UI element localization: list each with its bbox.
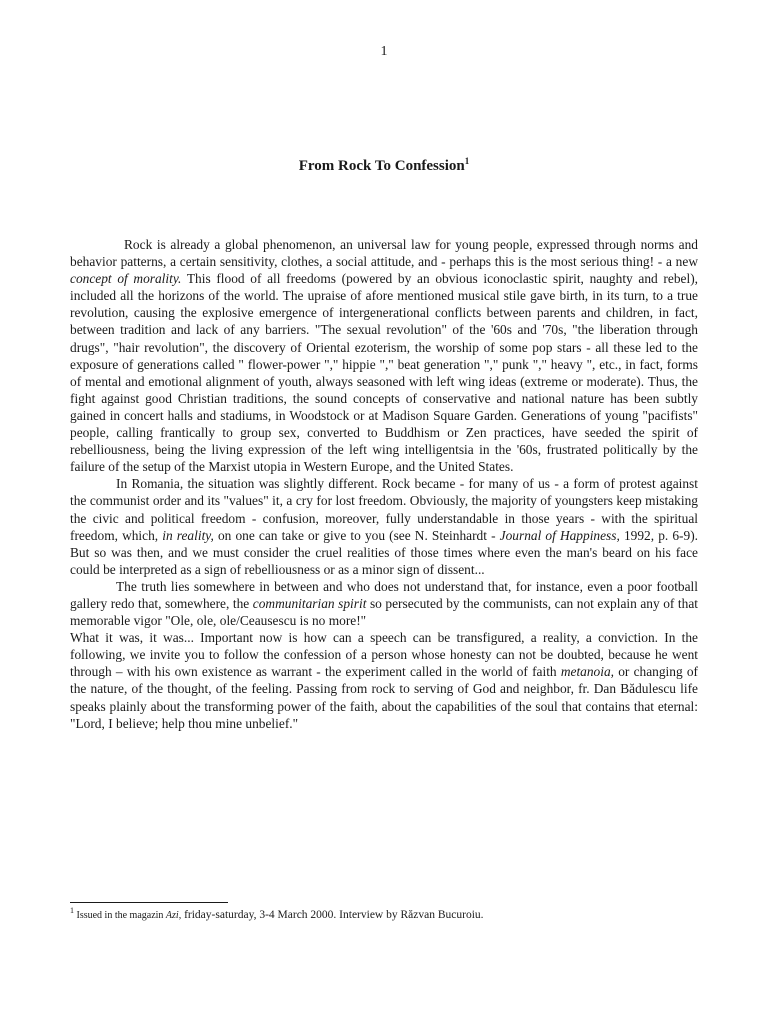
- paragraph-3-text-c: so persecuted by the communists, can not explain any of that memorable vigor "Ole, ole, ole/Ceausescu is no more!": [70, 595, 698, 629]
- paragraph-1: [70, 236, 698, 475]
- paragraph-1-text-c: This flood of all freedoms (powered by an obvious iconoclastic spirit, naughty and rebel), included all the horizons of the world. The upraise of afore mentioned musical stile gave birth, in its turn, to a true revolution, causing the explosive emergence of intergenerational conflicts between parents and children, in fact, between tradition and lack of any barriers. "The sexual revolution" of the '60s and '70s, "the liberation through drugs", "hair revolution", the discovery of Oriental ezoterism, the worship of some pop stars - all these led to the exposure of generations called " flower-power "," hippie "," beat generation "," punk "," heavy ", etc., in fact, forms of mental and emotional alignment of youth, always seasoned with left wing ideas (extreme or moderate). Thus, the fight against good Christian traditions, the sound concepts of conservative and national nature has been subtly gained in concert halls and stadiums, in Woodstock or at Madison Square Garden. Generations of young "pacifists" people, calling frantically to group sex, converted to Buddhism or Zen practices, have seeded the spirit of rebelliousness, being the living expression of the left wing intelligentsia in the '60s, frustrated politically by the failure of the setup of the Marxist utopia in Western Europe, and the United States.: [70, 271, 698, 475]
- footnote-text-c: friday-saturday, 3-4 March 2000. Interview by Răzvan Bucuroiu.: [181, 909, 484, 921]
- paragraph-2-emphasis: in reality,: [162, 527, 214, 543]
- paragraph-4-text-c: or changing of the nature, of the thought, of the feeling. Passing from rock to serving of God and neighbor, fr. Dan Bădulescu life speaks plainly about the transforming power of the faith, about the capabilities of the soul that contains that eternal: "Lord, I believe; help thou mine unbelief.": [70, 664, 699, 731]
- footnote-magazine-name: Azi,: [165, 910, 182, 921]
- paragraph-1-emphasis: concept of morality.: [70, 271, 182, 287]
- paragraph-2-text-e: 1992, p. 6-9). But so was then, and we must consider the cruel realities of those times where even the man's beard on his face could be interpreted as a sign of rebelliousness or as a minor sign of dissent...: [70, 527, 698, 577]
- article-body: [70, 236, 698, 732]
- paragraph-1-text-a: Rock is already a global phenomenon, an universal law for young people, expressed through norms and behavior patterns, a certain sensitivity, clothes, a social attitude, and - perhaps this is the most serious thing! - a new: [70, 237, 698, 270]
- paragraph-3: [70, 578, 698, 629]
- paragraph-3-text-a: The truth lies somewhere in between and who does not understand that, for instance, even a poor football gallery redo that, somewhere, the: [70, 578, 698, 611]
- paragraph-2-text-a: In Romania, the situation was slightly different. Rock became - for many of us - a form of protest against the communist order and its "values" it, a cry for lost freedom. Obviously, the majority of youngsters keep mistaking the civic and political freedom - confusion, moreover, fully understandable in those years - with the spiritual freedom, which,: [70, 476, 698, 543]
- paragraph-3-emphasis: communitarian spirit: [252, 595, 367, 611]
- paragraph-2: [70, 475, 698, 578]
- paragraph-2-book-title: Journal of Happiness,: [499, 527, 620, 543]
- page-number: 1: [380, 44, 388, 59]
- footnote-separator: [70, 902, 228, 903]
- paragraph-4-text-a: What it was, it was... Important now is how can a speech can be transfigured, a reality, a conviction. In the following, we invite you to follow the confession of a person whose honesty can not be doubted, because he went through – with his own existence as warrant - the experiment called in the world of faith: [70, 630, 698, 680]
- footnote-1: [70, 908, 698, 923]
- paragraph-4: [70, 629, 698, 732]
- document-title: [0, 158, 768, 175]
- paragraph-4-emphasis: metanoia,: [560, 664, 615, 680]
- footnote-mark: 1: [70, 906, 74, 916]
- title-footnote-mark: 1: [464, 156, 470, 166]
- footnote-text-a: Issued in the magazin: [74, 910, 166, 921]
- title-text: From Rock To Confession: [298, 158, 465, 174]
- paragraph-2-text-c: on one can take or give to you (see N. Steinhardt -: [213, 527, 500, 543]
